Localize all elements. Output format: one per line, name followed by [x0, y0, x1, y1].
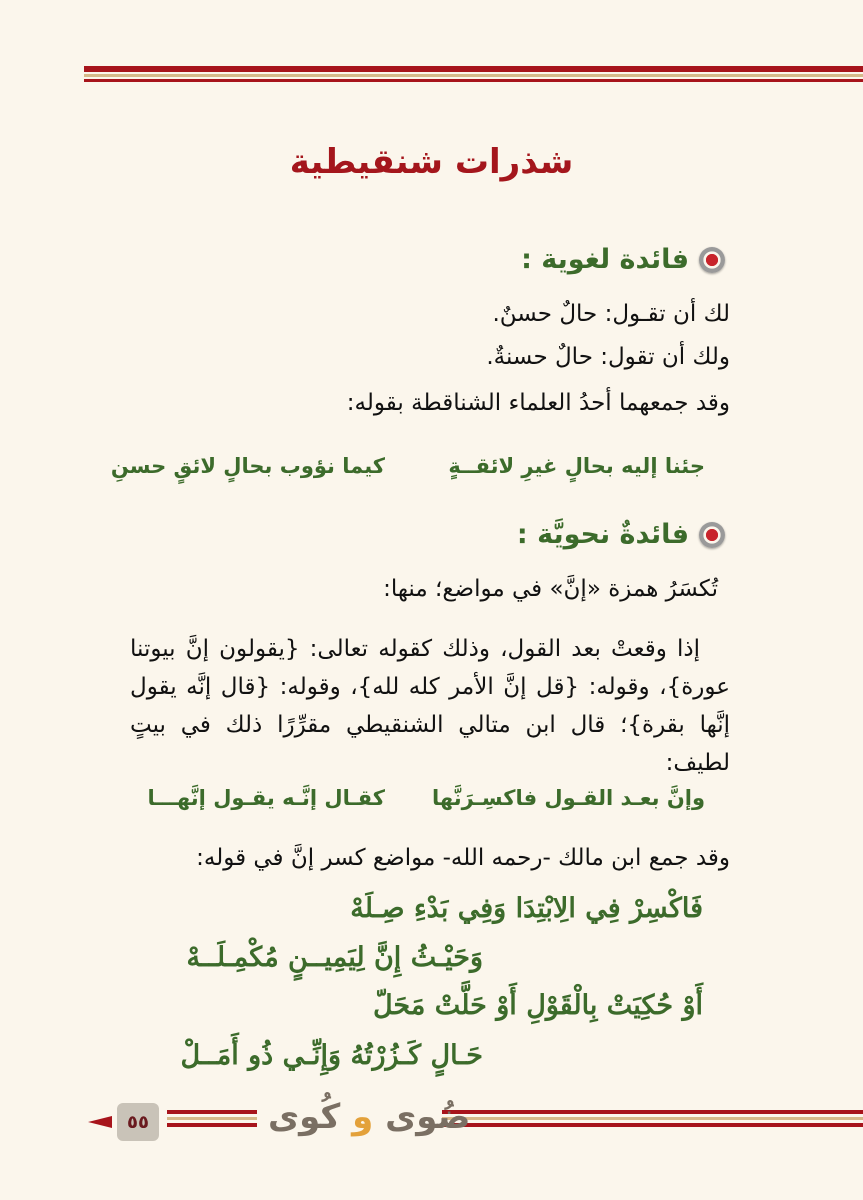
bullet-icon [699, 247, 725, 273]
bullet-icon [699, 522, 725, 548]
footer-rule-dark [442, 1110, 863, 1114]
verse-hemistich-right: وإنَّ بعـد القـول فاكسِـرَنَّها [431, 786, 705, 810]
verse-hemistich-left: كيما نؤوب بحالٍ لائقٍ حسنِ [110, 454, 385, 478]
footer-rule-gold [442, 1117, 863, 1120]
section-heading-label: فائدةٌ نحويَّة : [516, 519, 689, 550]
section-heading-linguistic [521, 244, 725, 275]
section-heading-grammatical [517, 519, 725, 550]
verse-hemistich-left: كقـال إنَّـه يقـول إنَّهـــا [147, 786, 385, 810]
top-rule-red [84, 79, 863, 82]
poem-line: حَـالٍ كَـزُرْتُهُ وَإِنِّـي ذُو أَمَــلْ [180, 1040, 483, 1071]
verse-hemistich-right: جئنا إليه بحالٍ غيرِ لائقــةٍ [448, 454, 705, 478]
page-number: ٥٥ [117, 1103, 159, 1141]
text-line: لك أن تقـول: حالٌ حسنٌ. [492, 301, 730, 327]
section-heading-label: فائدة لغوية : [521, 244, 689, 275]
footer-rule-short-red [167, 1123, 257, 1127]
poem-line: وَحَيْـثُ إِنَّ لِيَمِيــنٍ مُكْمِـلَــهْ [186, 942, 483, 973]
footer-wing-left [88, 1116, 112, 1128]
text-line: وقد جمع ابن مالك -رحمه الله- مواضع كسر إنَّ في قوله: [196, 845, 730, 871]
brand-part1: ضُوى [385, 1097, 471, 1137]
footer-rule-red [442, 1123, 863, 1127]
poem-line: فَاكْسِرْ فِي الِابْتِدَا وَفِي بَدْءِ صِـلَهْ [350, 893, 703, 924]
poem-line: أَوْ حُكِيَتْ بِالْقَوْلِ أَوْ حَلَّتْ مَحَلّ [372, 990, 703, 1021]
brand-logo [268, 1097, 470, 1137]
top-rule-gold [84, 74, 863, 77]
page-title: شذرات شنقيطية [289, 142, 574, 182]
paragraph: إذا وقعتْ بعد القول، وذلك كقوله تعالى: {يقولون إنَّ بيوتنا عورة}، وقوله: {قل إنَّ الأمر كله لله}، وقوله: {قال إنَّه يقول إنَّها بقرة}؛ قال ابن متالي الشنقيطي مقرِّرًا ذلك في بيتٍ لطيف: [130, 636, 730, 776]
brand-part2: كُوى [268, 1097, 341, 1137]
top-rule-dark [84, 66, 863, 72]
text-line: تُكسَرُ همزة «إنَّ» في مواضع؛ منها: [383, 576, 718, 602]
text-line: ولك أن تقول: حالٌ حسنةٌ. [486, 344, 730, 370]
footer-rule-short-gold [167, 1117, 257, 1120]
brand-connector: و [352, 1097, 374, 1137]
text-line: وقد جمعهما أحدُ العلماء الشناقطة بقوله: [346, 390, 730, 416]
footer-rule-short [167, 1110, 257, 1114]
